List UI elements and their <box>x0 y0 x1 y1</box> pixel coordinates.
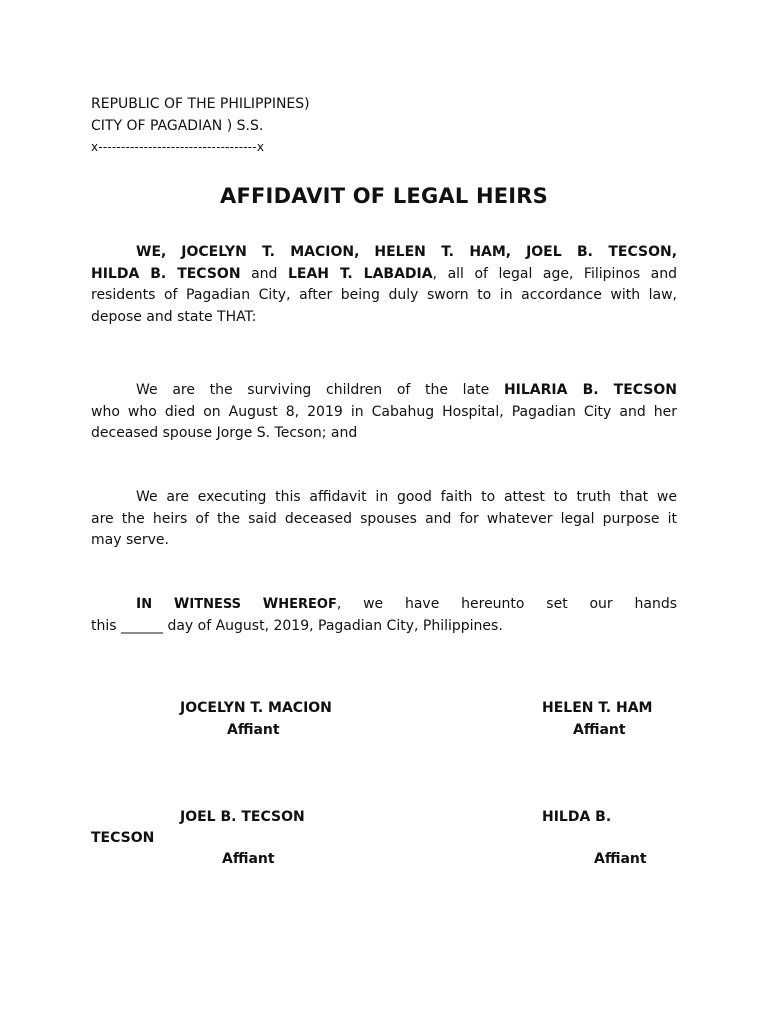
heir-name-3: JOEL B. TECSON, <box>526 244 678 260</box>
conjunction-and: and <box>251 266 278 282</box>
header-separator: x-----------------------------------x <box>91 140 265 154</box>
paragraph-1-rest: , all of legal age, Filipinos and <box>432 266 678 282</box>
paragraph-1-line-2 <box>91 264 677 286</box>
paragraph-1-line-1 <box>91 242 677 264</box>
signature-name-3: JOEL B. TECSON <box>180 809 305 825</box>
heir-name-4: HILDA B. TECSON <box>91 266 241 282</box>
paragraph-2-line-2: who who died on August 8, 2019 in Cabahug Hospital, Pagadian City and her <box>91 404 677 420</box>
paragraph-1-line-4: depose and state THAT: <box>91 309 257 325</box>
signature-name-4a: HILDA B. <box>542 809 612 825</box>
witness-word: WITNESS <box>173 596 241 612</box>
signature-name-2: HELEN T. HAM <box>542 700 653 716</box>
signature-role-1: Affiant <box>227 722 280 738</box>
heir-name-5: LEAH T. LABADIA <box>287 266 433 282</box>
lead-we: WE, <box>136 244 167 260</box>
paragraph-3-line-1 <box>91 487 677 509</box>
heir-name-2: HELEN T. HAM, <box>374 244 512 260</box>
paragraph-3-line-3: may serve. <box>91 532 169 548</box>
whereof-word: WHEREOF <box>262 596 337 612</box>
paragraph-4-line-1 <box>91 594 677 616</box>
signature-role-4: Affiant <box>594 851 647 867</box>
in-word: IN <box>136 596 153 612</box>
paragraph-2-line-1 <box>91 380 677 402</box>
paragraph-2-line-3: deceased spouse Jorge S. Tecson; and <box>91 425 358 441</box>
deceased-name: HILARIA B. TECSON <box>503 382 678 398</box>
paragraph-3-text-1: We are executing this affidavit in good faith to attest to truth that we <box>136 489 677 505</box>
signature-role-2: Affiant <box>573 722 626 738</box>
signature-name-1: JOCELYN T. MACION <box>180 700 332 716</box>
header-city: CITY OF PAGADIAN ) S.S. <box>91 118 264 134</box>
header-republic: REPUBLIC OF THE PHILIPPINES) <box>91 96 310 112</box>
signature-name-4b: TECSON <box>91 830 155 846</box>
heir-name-1: JOCELYN T. MACION, <box>181 244 360 260</box>
paragraph-4-line-2: this ______ day of August, 2019, Pagadian City, Philippines. <box>91 618 503 634</box>
document-title: AFFIDAVIT OF LEGAL HEIRS <box>220 184 548 208</box>
paragraph-2-intro: We are the surviving children of the late <box>136 382 490 398</box>
signature-role-3: Affiant <box>222 851 275 867</box>
paragraph-4-rest: , we have hereunto set our hands <box>336 596 677 612</box>
paragraph-3-line-2: are the heirs of the said deceased spouses and for whatever legal purpose it <box>91 511 677 527</box>
paragraph-1-line-3: residents of Pagadian City, after being duly sworn to in accordance with law, <box>91 287 677 303</box>
